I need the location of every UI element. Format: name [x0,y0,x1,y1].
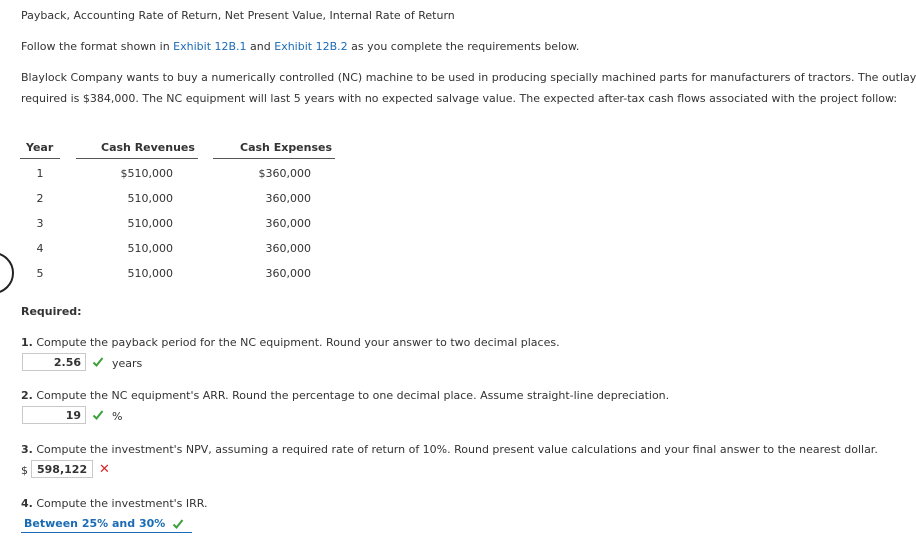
question-4-text: Compute the investment's IRR. [32,497,208,510]
header-rule-expenses [213,158,335,159]
side-circle-marker [0,252,14,294]
instructions-after: as you complete the requirements below. [347,40,580,53]
header-rule-revenues [76,158,198,159]
answer-4-select[interactable] [21,514,192,533]
question-3 [21,443,878,456]
cell-year: 5 [36,267,44,280]
instructions-before: Follow the format shown in [21,40,174,53]
question-2 [21,389,669,402]
question-3-number: 3. [21,443,33,456]
exhibit-12b2-link[interactable]: Exhibit 12B.2 [274,40,348,53]
header-cash-expenses: Cash Expenses [240,141,333,154]
answer-1-unit: years [112,357,143,370]
answer-3-prefix: $ [21,464,28,477]
page-title: Payback, Accounting Rate of Return, Net Present Value, Internal Rate of Return [21,9,455,22]
cell-expenses: $360,000 [258,167,311,180]
cell-year: 3 [36,217,44,230]
question-2-text: Compute the NC equipment's ARR. Round the percentage to one decimal place. Assume straight-line depreciation. [32,389,670,402]
question-1 [21,336,560,349]
header-year: Year [26,141,54,154]
question-4-number: 4. [21,497,33,510]
cell-year: 4 [36,242,44,255]
header-cash-revenues: Cash Revenues [101,141,195,154]
check-icon [172,518,184,530]
cell-expenses: 360,000 [265,267,311,280]
exhibit-12b1-link[interactable]: Exhibit 12B.1 [173,40,247,53]
cell-revenues: 510,000 [127,242,173,255]
cell-revenues: 510,000 [127,267,173,280]
answer-1-input[interactable]: 2.56 [22,353,86,371]
question-1-text: Compute the payback period for the NC equipment. Round your answer to two decimal places. [32,336,560,349]
cell-revenues: 510,000 [127,217,173,230]
instructions-middle: and [246,40,275,53]
check-icon [92,409,104,421]
required-heading: Required: [21,305,82,318]
description-line-1: Blaylock Company wants to buy a numerically controlled (NC) machine to be used in producing specially machined parts for manufacturers of tractors. The outlay [21,71,916,84]
question-4 [21,497,208,510]
question-3-text: Compute the investment's NPV, assuming a required rate of return of 10%. Round present value calculations and your final answer to the nearest dollar. [32,443,878,456]
cell-expenses: 360,000 [265,217,311,230]
cell-year: 1 [36,167,44,180]
incorrect-x-icon: ✕ [99,462,110,477]
answer-3-input[interactable]: 598,122 [31,460,93,478]
cell-revenues: 510,000 [127,192,173,205]
check-icon [92,356,104,368]
question-1-number: 1. [21,336,33,349]
question-2-number: 2. [21,389,33,402]
cell-expenses: 360,000 [265,192,311,205]
instructions-line [21,40,579,53]
description-line-2: required is $384,000. The NC equipment will last 5 years with no expected salvage value. The expected after-tax cash flows associated with the project follow: [21,92,898,105]
answer-2-input[interactable]: 19 [22,406,86,424]
cell-revenues: $510,000 [120,167,173,180]
header-rule-year [20,158,60,159]
cell-year: 2 [36,192,44,205]
cell-expenses: 360,000 [265,242,311,255]
answer-4-value: Between 25% and 30% [24,517,166,530]
answer-2-unit: % [112,410,123,423]
